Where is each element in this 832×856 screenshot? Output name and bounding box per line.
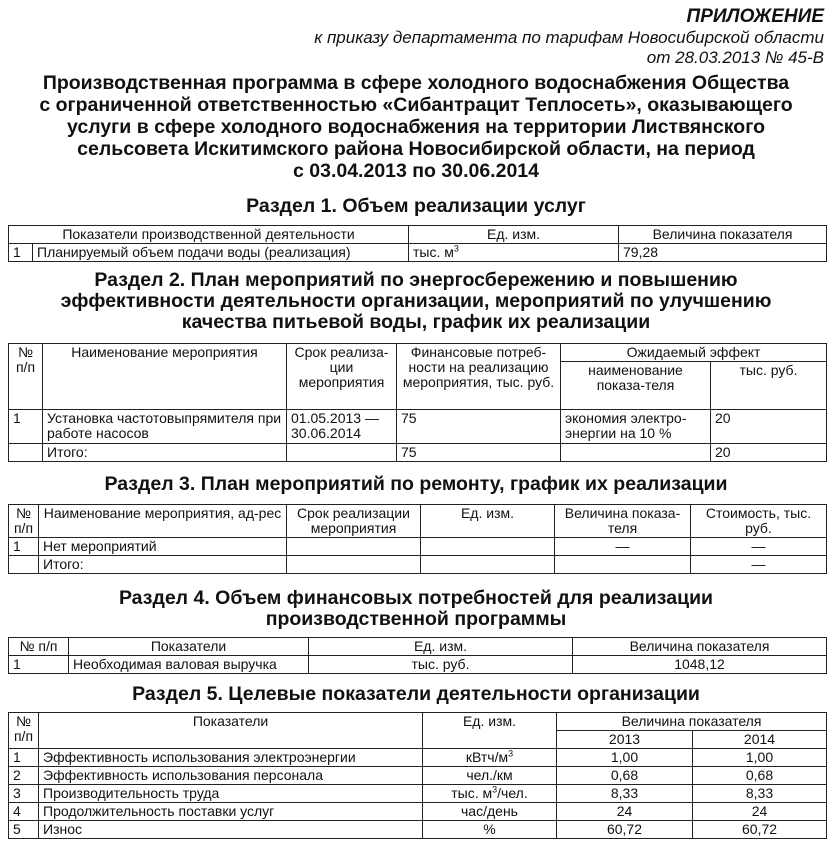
value-2013: 1,00 [557,749,693,767]
title-line: услуги в сфере холодного водоснабжения на территории Листвянского [66,116,765,138]
unit-superscript: 3 [508,748,514,759]
header-cell: Ед. изм. [409,226,619,244]
table-row [9,656,827,674]
header-cell: Наименование мероприятия, ад-рес [39,505,287,538]
total-finance: 75 [397,444,561,462]
table-row [9,785,827,803]
table-row [9,538,827,556]
header-cell: № п/п [9,505,39,538]
table-header-row [9,638,827,656]
measure-finance: 75 [397,410,561,444]
document-title [0,72,832,182]
header-cell: наименование показа-теля [561,362,711,410]
table-header-row [9,713,827,731]
header-cell: Стоимость, тыс. руб. [691,505,827,538]
header-cell: Величина показателя [573,638,827,656]
value-2013: 24 [557,803,693,821]
header-cell: Величина показателя [619,226,827,244]
value-2014: 24 [693,803,827,821]
indicator-name: Эффективность использования электроэнергии [39,749,423,767]
value-cell: 1048,12 [573,656,827,674]
row-number: 2 [9,767,39,785]
unit-cell: час/день [423,803,557,821]
effect-value: 20 [711,410,827,444]
effect-name: экономия электро-энергии на 10 % [561,410,711,444]
row-number: 1 [9,656,69,674]
title-line: с ограниченной ответственностью «Сибантрацит Теплосеть», оказывающего [39,94,793,116]
empty-cell [9,556,39,574]
row-number: 4 [9,803,39,821]
repair-cost: — [691,538,827,556]
table-row [9,767,827,785]
row-number: 3 [9,785,39,803]
section5-table [8,712,827,839]
row-number: 5 [9,821,39,839]
total-row [9,556,827,574]
indicator-name: Планируемый объем подачи воды (реализация) [33,244,409,262]
section3-heading: Раздел 3. План мероприятий по ремонту, график их реализации [104,473,728,495]
title-line: с 03.04.2013 по 30.06.2014 [293,160,539,182]
indicator-name: Необходимая валовая выручка [69,656,309,674]
section1-heading: Раздел 1. Объем реализации услуг [246,195,586,217]
empty-cell [287,556,421,574]
unit-cell: тыс. руб. [309,656,573,674]
value-cell: 79,28 [619,244,827,262]
empty-cell [287,444,397,462]
unit-cell [409,244,619,262]
heading-line: производственной программы [265,608,567,630]
empty-cell [421,556,555,574]
empty-cell [421,538,555,556]
section5-heading: Раздел 5. Целевые показатели деятельности организации [132,683,700,705]
total-effect: 20 [711,444,827,462]
unit-text: тыс. м [451,785,493,801]
unit-superscript: 3 [492,784,498,795]
year-header: 2014 [693,731,827,749]
indicator-name: Эффективность использования персонала [39,767,423,785]
empty-cell [287,538,421,556]
empty-cell [9,444,43,462]
appendix-date-line: от 28.03.2013 № 45-В [646,48,824,67]
heading-line: Раздел 4. Объем финансовых потребностей для реализации [118,587,714,609]
header-cell: Ожидаемый эффект [561,344,827,362]
heading-line: эффективности деятельности организации, мероприятий по улучшению [60,290,772,312]
total-label: Итого: [43,444,287,462]
empty-cell [561,444,711,462]
section4-heading [0,588,832,630]
table-row [9,410,827,444]
header-cell: Ед. изм. [309,638,573,656]
header-cell: Ед. изм. [421,505,555,538]
unit-text: тыс. м [413,244,454,260]
header-cell: Срок реализа-ции мероприятия [287,344,397,410]
value-2013: 8,33 [557,785,693,803]
appendix-title: ПРИЛОЖЕНИЕ [686,6,824,27]
header-cell: Показатели [69,638,309,656]
header-cell: Наименование мероприятия [43,344,287,410]
table-row [9,803,827,821]
header-cell: Ед. изм. [423,713,557,749]
header-cell: Величина показа-теля [555,505,691,538]
unit-cell: % [423,821,557,839]
row-number: 1 [9,749,39,767]
measure-term: 01.05.2013 — 30.06.2014 [287,410,397,444]
appendix-order-line: к приказу департамента по тарифам Новосибирской области [314,28,824,47]
value-2013: 0,68 [557,767,693,785]
table-row [9,244,827,262]
header-cell: тыс. руб. [711,362,827,410]
section2-heading [0,270,832,333]
header-cell: № п/п [9,713,39,749]
row-number: 1 [9,538,39,556]
title-line: Производственная программа в сфере холодного водоснабжения Общества [42,72,790,94]
value-2014: 0,68 [693,767,827,785]
header-cell: № п/п [9,344,43,410]
title-line: сельсовета Искитимского района Новосибирской области, на период [77,138,755,160]
section3-table [8,504,827,574]
empty-cell [555,556,691,574]
total-row [9,444,827,462]
row-number: 1 [9,244,33,262]
repair-value: — [555,538,691,556]
value-2014: 1,00 [693,749,827,767]
table-header-row [9,226,827,244]
repair-name: Нет мероприятий [39,538,287,556]
unit-superscript: 3 [453,243,459,254]
heading-line: Раздел 2. План мероприятий по энергосбережению и повышению [94,269,738,291]
value-2014: 60,72 [693,821,827,839]
total-cost: — [691,556,827,574]
row-number: 1 [9,410,43,444]
unit-cell: чел./км [423,767,557,785]
table-header-row [9,505,827,538]
unit-text: кВтч/м [465,749,509,765]
table-row [9,749,827,767]
indicator-name: Продолжительность поставки услуг [39,803,423,821]
header-cell: Срок реализации мероприятия [287,505,421,538]
section4-table [8,637,827,674]
unit-cell [423,749,557,767]
header-cell: Показатели [39,713,423,749]
header-cell: Величина показателя [557,713,827,731]
section2-table [8,343,827,462]
value-2014: 8,33 [693,785,827,803]
year-header: 2013 [557,731,693,749]
section1-table [8,225,827,262]
table-row [9,821,827,839]
table-header-row [9,344,827,362]
unit-cell [423,785,557,803]
measure-name: Установка частотовыпрямителя при работе насосов [43,410,287,444]
header-cell: Финансовые потреб-ности на реализацию мероприятия, тыс. руб. [397,344,561,410]
indicator-name: Производительность труда [39,785,423,803]
header-cell: Показатели производственной деятельности [9,226,409,244]
total-label: Итого: [39,556,287,574]
unit-suffix: /чел. [497,785,528,801]
heading-line: качества питьевой воды, график их реализации [181,311,651,333]
indicator-name: Износ [39,821,423,839]
header-cell: № п/п [9,638,69,656]
value-2013: 60,72 [557,821,693,839]
